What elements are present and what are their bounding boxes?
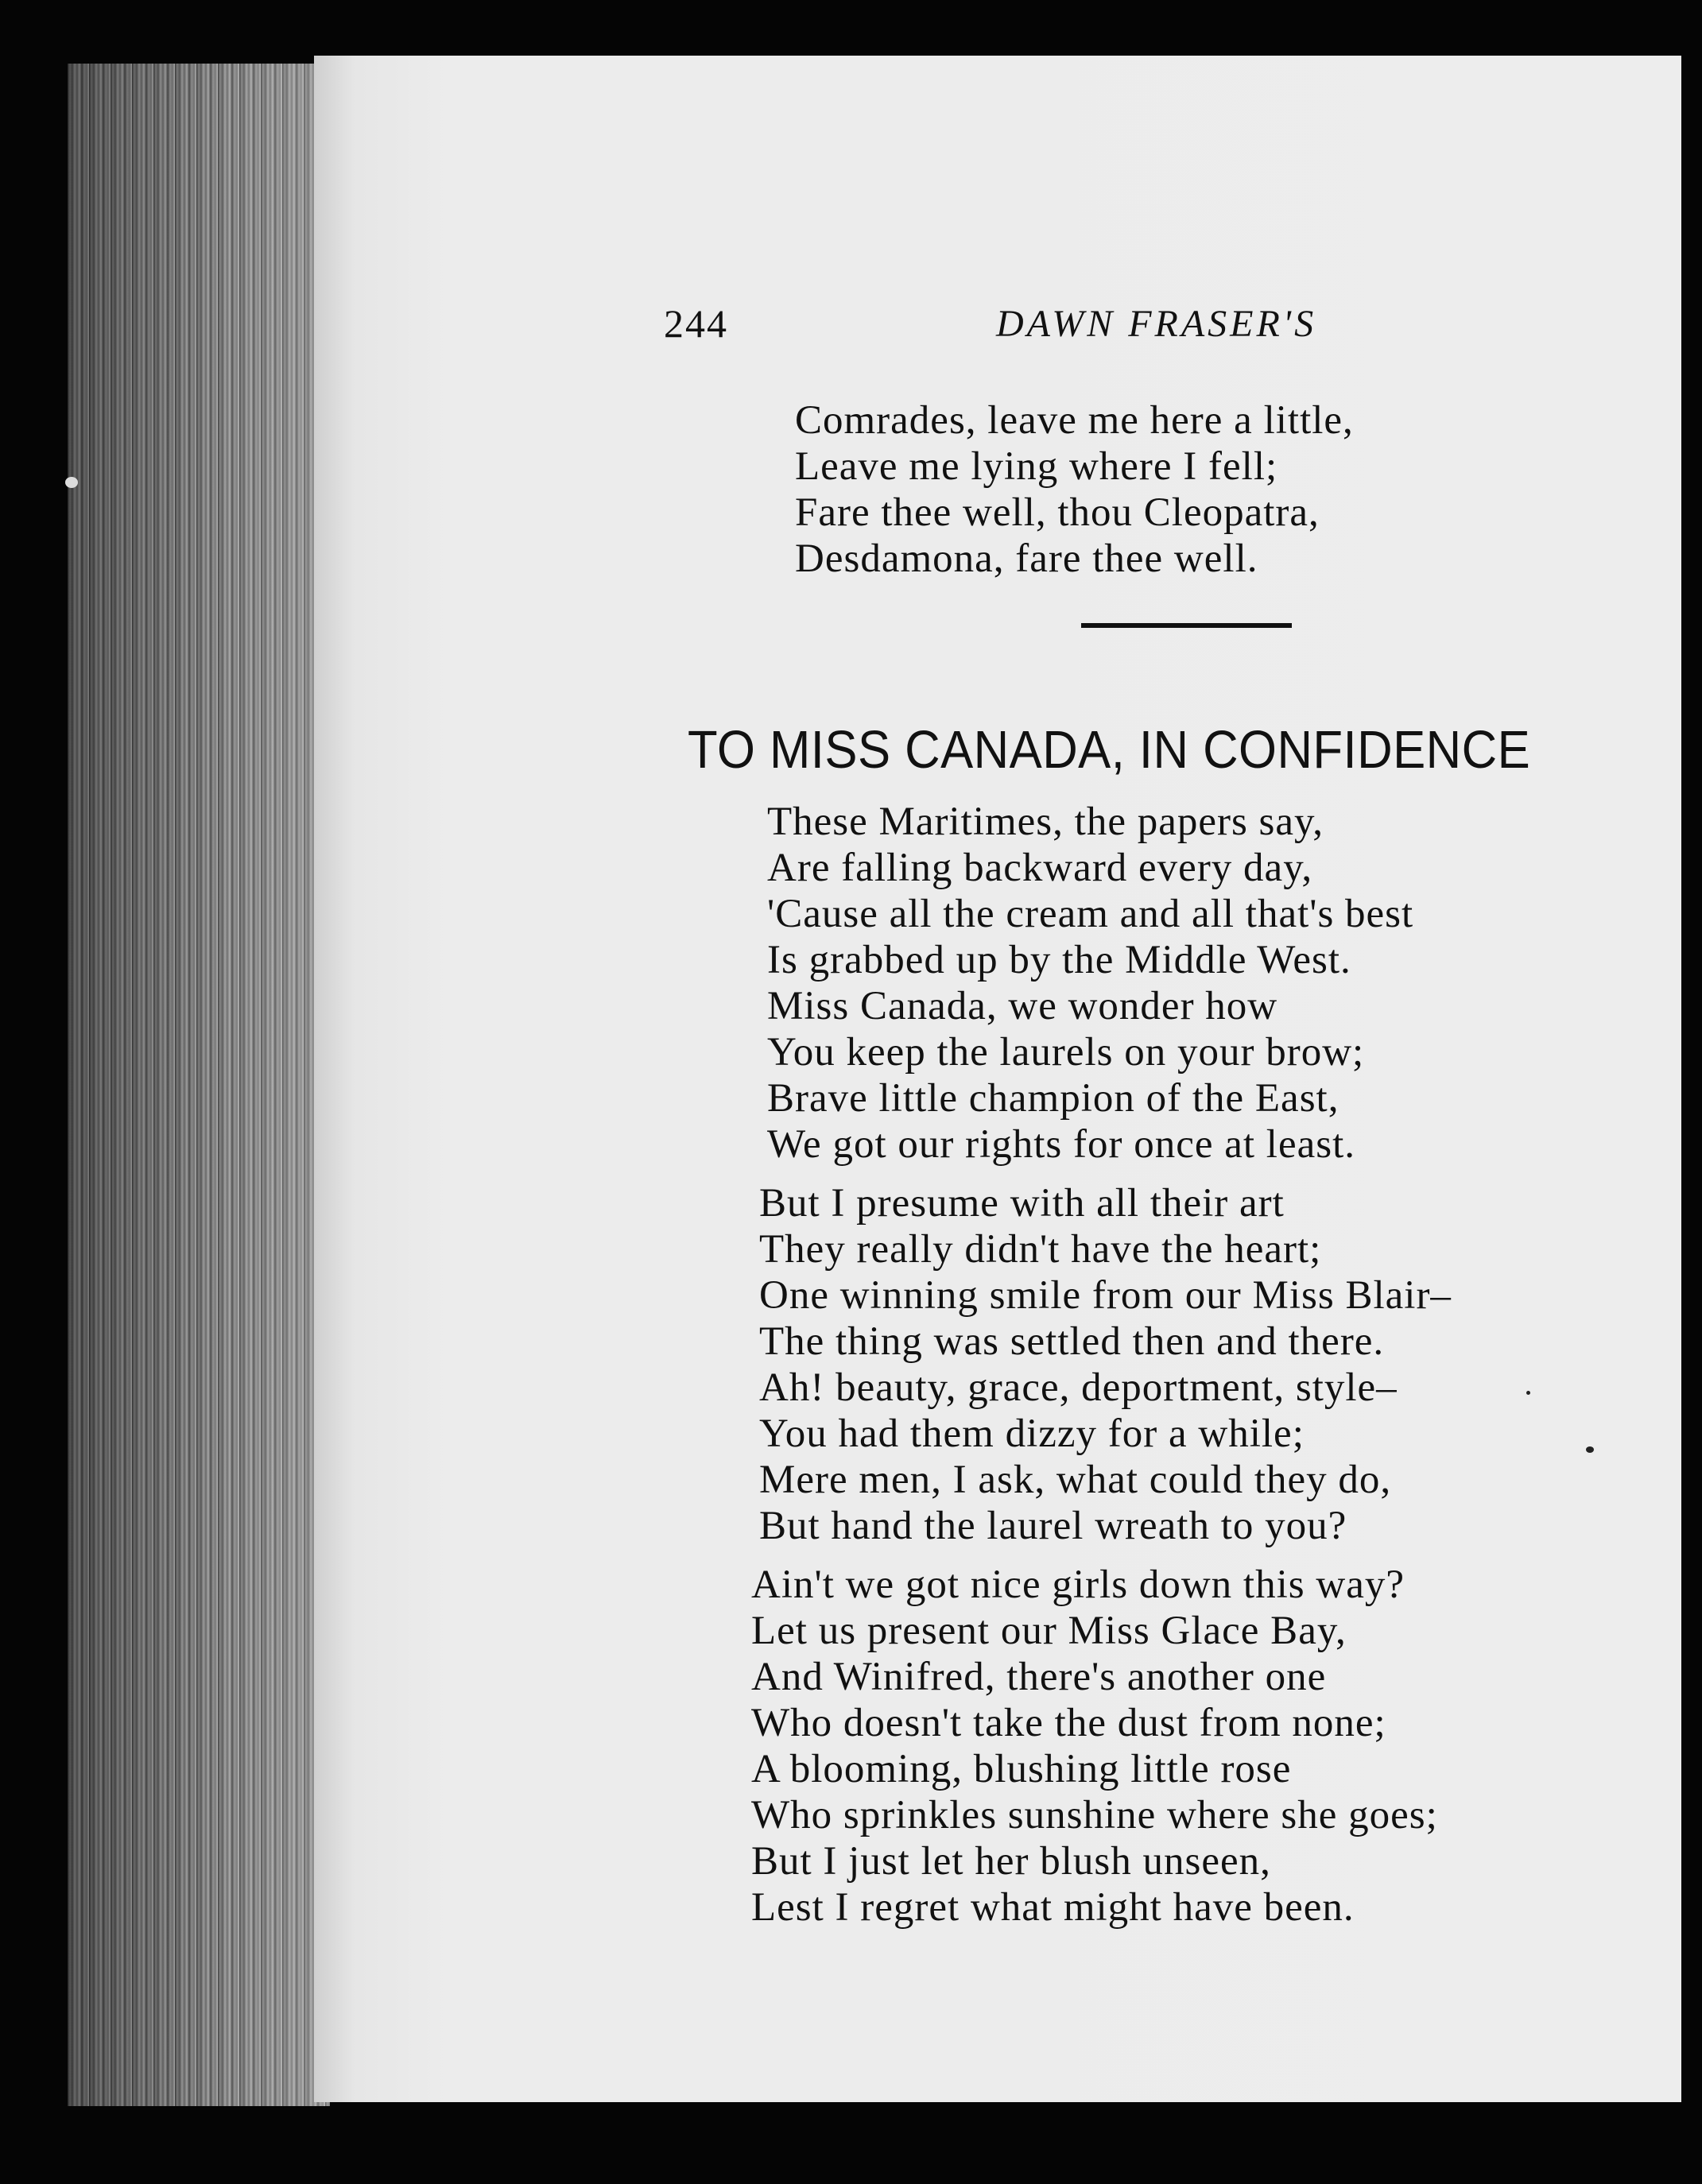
verse-line: Leave me lying where I fell; <box>795 444 1278 489</box>
verse-line: Miss Canada, we wonder how <box>767 984 1278 1028</box>
poem-stanza-2 <box>759 1180 1452 1549</box>
verse-line: Mere men, I ask, what could they do, <box>759 1458 1392 1502</box>
verse-line: Who doesn't take the dust from none; <box>751 1701 1386 1745</box>
verse-line: Are falling backward every day, <box>767 846 1313 890</box>
scan-speck <box>1586 1446 1594 1453</box>
page-header <box>664 300 1697 356</box>
scan-speck <box>1526 1391 1530 1395</box>
scan-speck <box>65 477 78 488</box>
verse-line: These Maritimes, the papers say, <box>767 800 1324 844</box>
verse-line: Lest I regret what might have been. <box>751 1885 1355 1930</box>
verse-line: Ain't we got nice girls down this way? <box>751 1562 1405 1607</box>
closing-stanza-previous-poem <box>795 397 1354 582</box>
verse-line: And Winifred, there's another one <box>751 1655 1327 1699</box>
verse-line: Let us present our Miss Glace Bay, <box>751 1609 1347 1653</box>
page-number: 244 <box>664 301 728 346</box>
verse-line: Fare thee well, thou Cleopatra, <box>795 490 1320 535</box>
section-divider-rule <box>1081 623 1292 628</box>
verse-line: They really didn't have the heart; <box>759 1227 1322 1272</box>
verse-line: Who sprinkles sunshine where she goes; <box>751 1793 1438 1837</box>
verse-line: You had them dizzy for a while; <box>759 1411 1305 1456</box>
poem-title: TO MISS CANADA, IN CONFIDENCE <box>688 720 1531 780</box>
poem-stanza-1 <box>767 799 1413 1168</box>
poem-stanza-3 <box>751 1562 1438 1930</box>
verse-line: 'Cause all the cream and all that's best <box>767 892 1414 936</box>
verse-line: We got our rights for once at least. <box>767 1122 1356 1167</box>
verse-line: The thing was settled then and there. <box>759 1319 1385 1364</box>
book-page-edges <box>68 64 330 2106</box>
verse-line: Is grabbed up by the Middle West. <box>767 938 1351 982</box>
verse-line: Ah! beauty, grace, deportment, style– <box>759 1365 1398 1410</box>
verse-line: You keep the laurels on your brow; <box>767 1030 1365 1075</box>
verse-line: But hand the laurel wreath to you? <box>759 1504 1347 1548</box>
running-head: DAWN FRASER'S <box>996 303 1317 345</box>
verse-line: Comrades, leave me here a little, <box>795 398 1354 443</box>
verse-line: Brave little champion of the East, <box>767 1076 1340 1121</box>
verse-line: One winning smile from our Miss Blair– <box>759 1273 1452 1318</box>
verse-line: But I presume with all their art <box>759 1181 1285 1226</box>
verse-line: Desdamona, fare thee well. <box>795 536 1258 581</box>
book-page <box>314 56 1681 2102</box>
verse-line: A blooming, blushing little rose <box>751 1747 1292 1791</box>
verse-line: But I just let her blush unseen, <box>751 1839 1271 1884</box>
